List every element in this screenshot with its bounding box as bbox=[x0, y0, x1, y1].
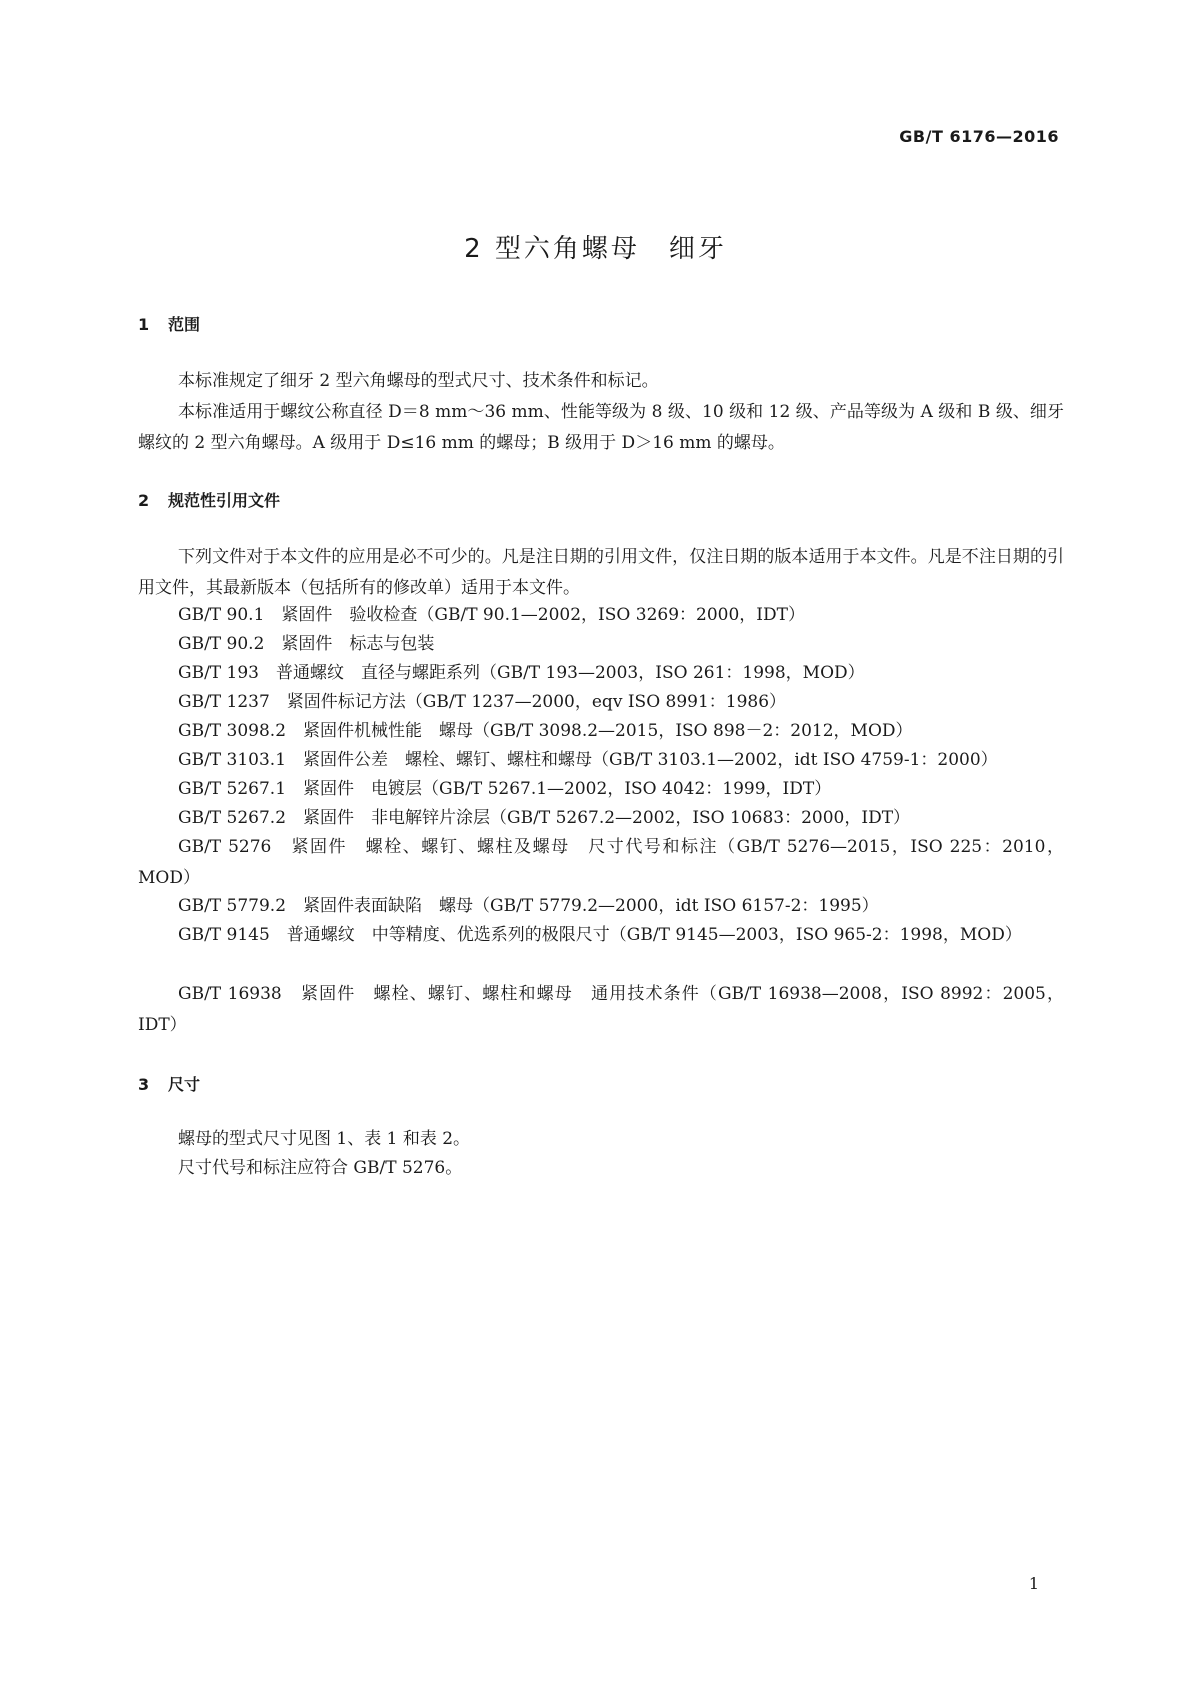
section-title: 尺寸 bbox=[168, 1075, 201, 1094]
section-title: 范围 bbox=[168, 315, 201, 334]
reference-item: GB/T 5267.1 紧固件 电镀层（GB/T 5267.1—2002，ISO 4042：1999，IDT） bbox=[178, 779, 832, 799]
page-number: 1 bbox=[1028, 1574, 1039, 1593]
section-number: 3 bbox=[138, 1075, 150, 1094]
scope-paragraph-2: 本标准适用于螺纹公称直径 D＝8 mm～36 mm、性能等级为 8 级、10 级和 12 级、产品等级为 A 级和 B 级、细牙螺纹的 2 型六角螺母。A 级用于 D≤16 mm 的螺母；B 级用于 D＞16 mm 的螺母。 bbox=[138, 402, 1064, 453]
standard-number: GB/T 6176—2016 bbox=[899, 127, 1059, 146]
reference-item: GB/T 3098.2 紧固件机械性能 螺母（GB/T 3098.2—2015，ISO 898－2：2012，MOD） bbox=[178, 721, 913, 741]
reference-item: GB/T 193 普通螺纹 直径与螺距系列（GB/T 193—2003，ISO 261：1998，MOD） bbox=[178, 663, 865, 683]
dimensions-paragraph-1: 螺母的型式尺寸见图 1、表 1 和表 2。 bbox=[178, 1129, 471, 1149]
section-number: 2 bbox=[138, 491, 150, 510]
reference-item: GB/T 90.2 紧固件 标志与包装 bbox=[178, 634, 435, 654]
reference-item: GB/T 5276 紧固件 螺栓、螺钉、螺柱及螺母 尺寸代号和标注（GB/T 5276—2015，ISO 225：2010，MOD） bbox=[138, 837, 1064, 888]
section-2-heading bbox=[138, 488, 280, 511]
references-intro: 下列文件对于本文件的应用是必不可少的。凡是注日期的引用文件，仅注日期的版本适用于本文件。凡是不注日期的引用文件，其最新版本（包括所有的修改单）适用于本文件。 bbox=[138, 547, 1064, 598]
reference-item: GB/T 16938 紧固件 螺栓、螺钉、螺柱和螺母 通用技术条件（GB/T 16938—2008，ISO 8992：2005，IDT） bbox=[138, 984, 1064, 1035]
reference-item: GB/T 90.1 紧固件 验收检查（GB/T 90.1—2002，ISO 3269：2000，IDT） bbox=[178, 605, 805, 625]
section-title: 规范性引用文件 bbox=[168, 491, 281, 510]
reference-item: GB/T 5267.2 紧固件 非电解锌片涂层（GB/T 5267.2—2002，ISO 10683：2000，IDT） bbox=[178, 808, 911, 828]
scope-paragraph-1: 本标准规定了细牙 2 型六角螺母的型式尺寸、技术条件和标记。 bbox=[178, 371, 659, 391]
reference-item: GB/T 9145 普通螺纹 中等精度、优选系列的极限尺寸（GB/T 9145—2003，ISO 965-2：1998，MOD） bbox=[178, 925, 1022, 945]
dimensions-paragraph-2: 尺寸代号和标注应符合 GB/T 5276。 bbox=[178, 1158, 463, 1178]
section-number: 1 bbox=[138, 315, 150, 334]
section-1-heading bbox=[138, 312, 200, 335]
reference-item: GB/T 5779.2 紧固件表面缺陷 螺母（GB/T 5779.2—2000，idt ISO 6157-2：1995） bbox=[178, 896, 879, 916]
reference-item: GB/T 3103.1 紧固件公差 螺栓、螺钉、螺柱和螺母（GB/T 3103.1—2002，idt ISO 4759-1：2000） bbox=[178, 750, 998, 770]
section-3-heading bbox=[138, 1072, 200, 1095]
document-title: 2 型六角螺母 细牙 bbox=[464, 234, 727, 264]
reference-item: GB/T 1237 紧固件标记方法（GB/T 1237—2000，eqv ISO 8991：1986） bbox=[178, 692, 787, 712]
